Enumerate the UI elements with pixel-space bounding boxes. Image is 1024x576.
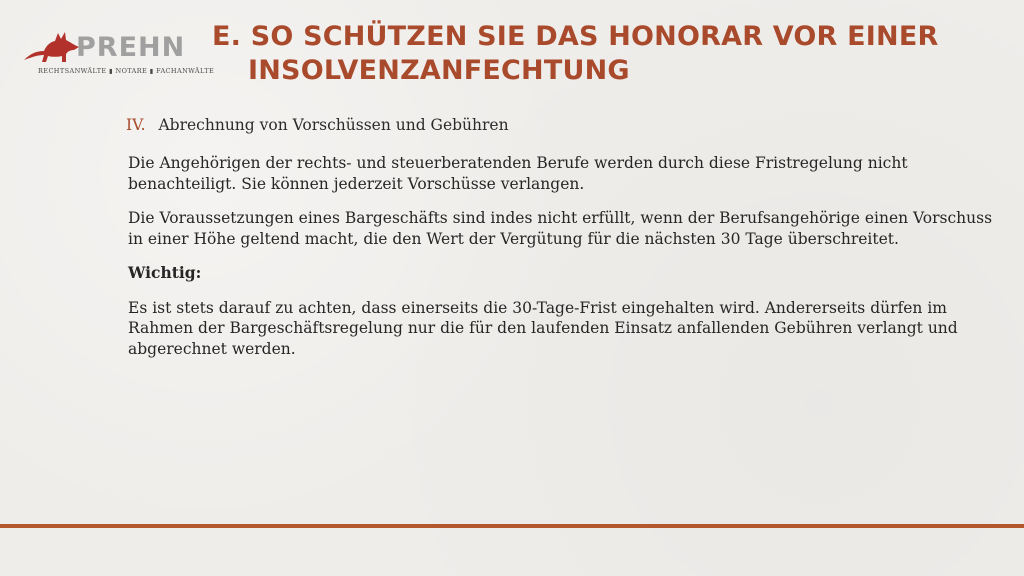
bottom-divider <box>0 524 1024 528</box>
company-logo <box>22 24 215 80</box>
section-subheading <box>126 116 509 134</box>
paragraph-1: Die Angehörigen der rechts- und steuerberatenden Berufe werden durch diese Fristregelung nicht benachteiligt. Sie können jederzeit Vorschüsse verlangen. <box>128 154 908 193</box>
paragraph-2: Die Voraussetzungen eines Bargeschäfts sind indes nicht erfüllt, wenn der Berufsangehörige einen Vorschuss in einer Höhe geltend macht, die den Wert der Vergütung für die nächsten 30 Tage überschreitet. <box>128 209 993 248</box>
logo-wordmark: PREHN <box>76 32 186 63</box>
important-label: Wichtig: <box>128 263 202 282</box>
slide-body <box>128 153 1008 373</box>
paragraph-3: Es ist stets darauf zu achten, dass einerseits die 30-Tage-Frist eingehalten wird. Andererseits dürfen im Rahmen der Bargeschäftsregelung nur die für den laufenden Einsatz anfallenden Gebühren verlangt und abgerechnet werden. <box>128 298 958 358</box>
slide-title-line1: E. SO SCHÜTZEN SIE DAS HONORAR VOR EINER <box>212 21 939 52</box>
fox-icon <box>22 24 82 66</box>
logo-tagline: RECHTSANWÄLTE ▮ NOTARE ▮ FACHANWÄLTE <box>38 67 215 75</box>
slide-title <box>212 20 1002 88</box>
section-subheading-text: Abrechnung von Vorschüssen und Gebühren <box>158 116 509 134</box>
slide-title-line2: INSOLVENZANFECHTUNG <box>248 55 630 86</box>
section-numeral: IV. <box>126 116 146 134</box>
